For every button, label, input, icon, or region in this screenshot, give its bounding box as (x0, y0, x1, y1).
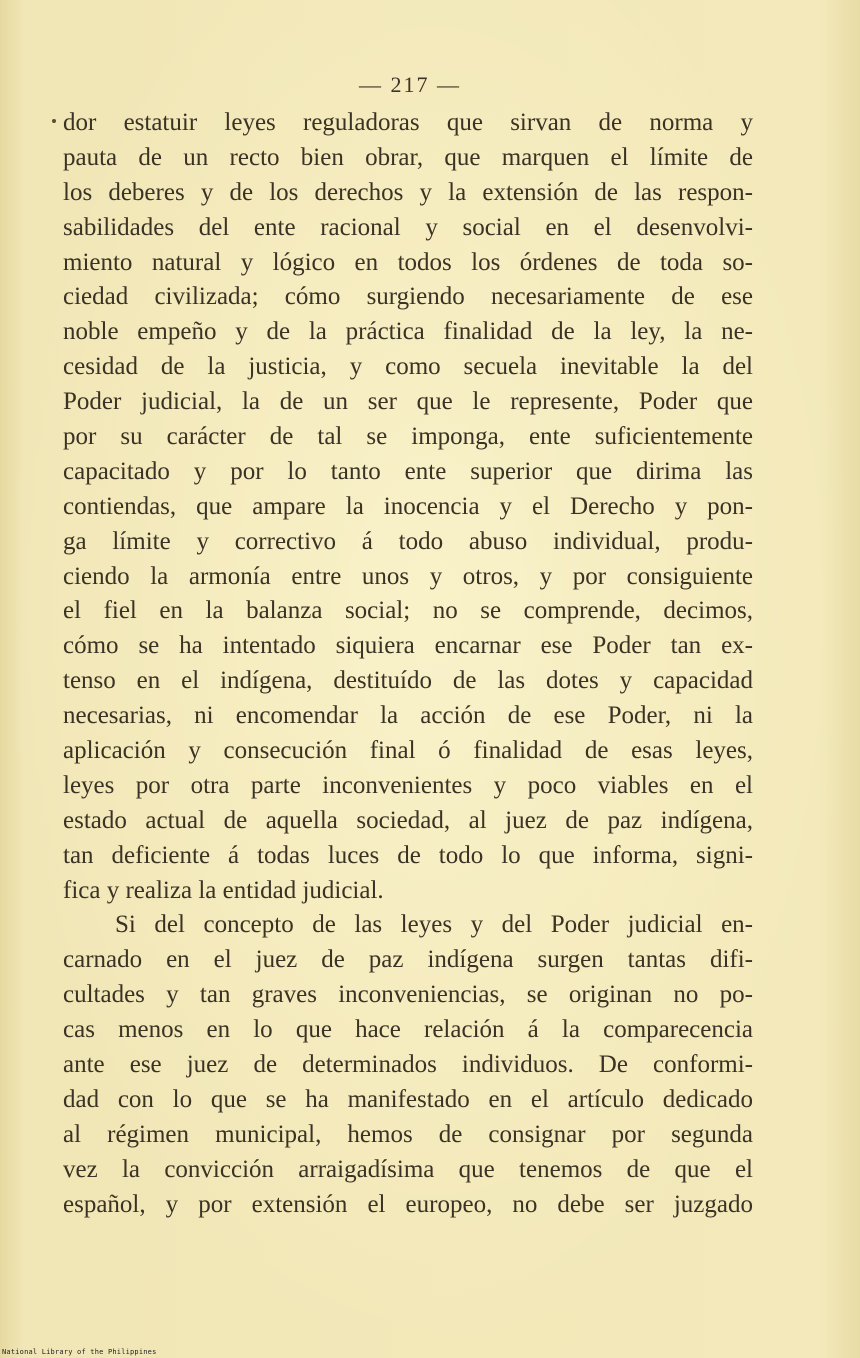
text-line: capacitado y por lo tanto ente superior que dirima las (63, 457, 753, 485)
text-line: el fiel en la balanza social; no se comprende, decimos, (63, 597, 753, 625)
paragraph-start-line: Si del concepto de las leyes y del Poder judicial en- (115, 911, 753, 939)
text-line: pauta de un recto bien obrar, que marquen el límite de (63, 143, 753, 171)
text-line: los deberes y de los derechos y la extensión de las respon- (63, 178, 753, 206)
text-line: por su carácter de tal se imponga, ente suficientemente (63, 423, 753, 451)
text-line: aplicación y consecución final ó finalidad de esas leyes, (63, 737, 753, 765)
text-line: dad con lo que se ha manifestado en el artículo dedicado (63, 1085, 753, 1113)
text-line: cómo se ha intentado siquiera encarnar ese Poder tan ex- (63, 632, 753, 660)
text-line: miento natural y lógico en todos los órdenes de toda so- (63, 248, 753, 276)
text-line: tenso en el indígena, destituído de las dotes y capacidad (63, 667, 753, 695)
text-line: necesarias, ni encomendar la acción de ese Poder, ni la (63, 702, 753, 730)
text-line: cesidad de la justicia, y como secuela inevitable la del (63, 353, 753, 381)
text-line: ante ese juez de determinados individuos. De conformi- (63, 1051, 753, 1079)
text-line: tan deficiente á todas luces de todo lo que informa, signi- (63, 841, 753, 869)
text-line: estado actual de aquella sociedad, al juez de paz indígena, (63, 806, 753, 834)
body-text (63, 106, 753, 1223)
text-line: al régimen municipal, hemos de consignar por segunda (63, 1120, 753, 1148)
text-line: dor estatuir leyes reguladoras que sirvan de norma y (63, 109, 753, 136)
text-line: cultades y tan graves inconveniencias, se originan no po- (63, 981, 753, 1009)
text-line: Poder judicial, la de un ser que le represente, Poder que (63, 388, 753, 416)
paragraph-end-line: fica y realiza la entidad judicial. (63, 876, 384, 904)
text-line: español, y por extensión el europeo, no debe ser juzgado (63, 1190, 753, 1218)
text-line: leyes por otra parte inconvenientes y poco viables en el (63, 771, 753, 799)
text-line: cas menos en lo que hace relación á la comparecencia (63, 1016, 753, 1044)
text-line: vez la convicción arraigadísima que tenemos de que el (63, 1155, 753, 1183)
library-credit: National Library of the Philippines (2, 1348, 157, 1356)
page-number: — 217 — (359, 72, 461, 97)
text-line: ciedad civilizada; cómo surgiendo necesariamente de ese (63, 283, 753, 311)
ink-speck (52, 119, 56, 123)
text-line: sabilidades del ente racional y social en el desenvolvi- (63, 213, 753, 241)
text-line: carnado en el juez de paz indígena surgen tantas difi- (63, 946, 753, 974)
text-line: contiendas, que ampare la inocencia y el Derecho y pon- (63, 492, 753, 520)
text-line: noble empeño y de la práctica finalidad de la ley, la ne- (63, 318, 753, 346)
text-line: ga límite y correctivo á todo abuso individual, produ- (63, 527, 753, 555)
text-line: ciendo la armonía entre unos y otros, y por consiguiente (63, 562, 753, 590)
